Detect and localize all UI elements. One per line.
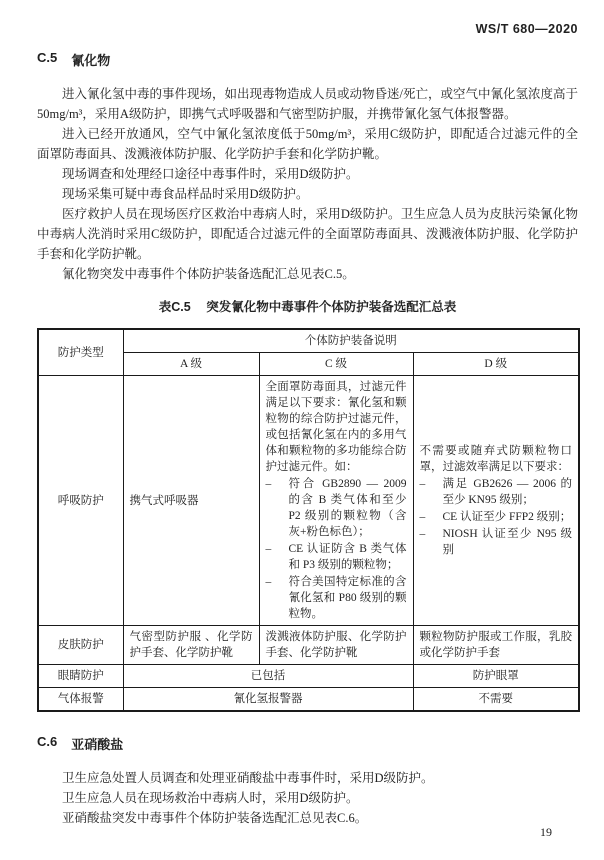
table-row-skin [38, 626, 579, 665]
section-number: C.5 [37, 50, 58, 65]
header-protection-type: 防护类型 [38, 329, 123, 376]
header-level-d: D 级 [413, 353, 579, 376]
page-number: 19 [540, 825, 552, 839]
section-c5-body [37, 84, 578, 284]
ppe-selection-table [37, 328, 580, 712]
list-item-text: 符合美国特定标准的含氰化氢和 P80 级别的颗粒物。 [288, 576, 407, 620]
dash-marker: – [265, 543, 272, 555]
cell-skin-c: 泼溅液体防护服、化学防护手套、化学防护靴 [259, 626, 413, 665]
dash-marker: – [419, 511, 426, 523]
row-label-skin: 皮肤防护 [38, 626, 123, 665]
list-item [266, 574, 407, 622]
section-c6-body [37, 768, 578, 828]
dash-marker: – [265, 478, 272, 490]
list-gap [429, 526, 443, 558]
table-row-gas-alarm [38, 688, 579, 712]
list-item-text: 满足 GB2626 — 2006 的至少 KN95 级别； [442, 478, 573, 506]
paragraph: 进入已经开放通风，空气中氰化氢浓度低于50mg/m³，采用C级防护，即配适合过滤元件的全面罩防毒面具、泼溅液体防护服、化学防护手套和化学防护靴。 [37, 127, 578, 161]
section-number: C.6 [37, 734, 58, 749]
cell-skin-d: 颗粒物防护服或工作服，乳胶或化学防护手套 [413, 626, 579, 665]
paragraph: 卫生应急处置人员调查和处理亚硝酸盐中毒事件时，采用D级防护。 [62, 771, 434, 785]
section-title: 亚硝酸盐 [71, 737, 124, 752]
cell-eye-d: 防护眼罩 [413, 665, 579, 688]
table-caption-label: 表C.5 [158, 300, 191, 314]
cell-eye-ac: 已包括 [123, 665, 413, 688]
section-title: 氰化物 [71, 53, 111, 68]
list-gap [429, 509, 443, 525]
cell-respiratory-a: 携气式呼吸器 [123, 376, 259, 626]
list-item [420, 526, 573, 558]
header-level-a: A 级 [123, 353, 259, 376]
list-gap [275, 574, 289, 622]
row-label-gas-alarm: 气体报警 [38, 688, 123, 712]
cell-text: 不需要或随弃式防颗粒物口罩，过滤效率满足以下要求： [419, 445, 573, 473]
list-item-text: CE 认证防含 B 类气体和 P3 级别的颗粒物； [288, 543, 407, 571]
header-level-c: C 级 [259, 353, 413, 376]
cell-respiratory-c [259, 376, 413, 626]
dash-marker: – [419, 528, 426, 540]
cell-text: 全面罩防毒面具，过滤元件满足以下要求：氰化氢和颗粒物的综合防护过滤元件，或包括氰化氢在内的多用气体和颗粒物的多功能综合防护过滤元件。如： [265, 381, 407, 473]
cell-skin-a: 气密型防护服 、化学防护手套、化学防护靴 [123, 626, 259, 665]
list-gap [429, 476, 443, 508]
cell-gas-alarm-ac: 氰化氢报警器 [123, 688, 413, 712]
table-header-row-1 [38, 329, 579, 353]
cell-respiratory-d [413, 376, 579, 626]
row-label-respiratory: 呼吸防护 [38, 376, 123, 626]
list-item [266, 476, 407, 540]
paragraph: 氰化物突发中毒事件个体防护装备选配汇总见表C.5。 [62, 267, 355, 281]
list-item-text: 符合 GB2890 — 2009 的含 B 类气体和至少 P2 级别的颗粒物（含灰+粉色标色）； [288, 478, 407, 538]
header-equipment-group: 个体防护装备说明 [123, 329, 579, 353]
section-heading-c5 [37, 50, 578, 69]
dash-marker: – [265, 576, 272, 588]
cell-gas-alarm-d: 不需要 [413, 688, 579, 712]
table-caption [37, 297, 578, 315]
paragraph: 医疗救护人员在现场医疗区救治中毒病人时，采用D级防护。卫生应急人员为皮肤污染氰化物中毒病人洗消时采用C级防护，即配适合过滤元件的全面罩防毒面具、泼溅液体防护服、化学防护手套和化学防护靴。 [37, 207, 578, 261]
list-item [420, 476, 573, 508]
list-item [420, 509, 573, 525]
dash-marker: – [419, 478, 426, 490]
section-heading-c6 [37, 734, 578, 753]
paragraph: 现场采集可疑中毒食品样品时采用D级防护。 [62, 187, 309, 201]
paragraph: 亚硝酸盐突发中毒事件个体防护装备选配汇总见表C.6。 [62, 811, 368, 825]
list-gap [275, 476, 289, 540]
table-row-respiratory [38, 376, 579, 626]
list-item [266, 541, 407, 573]
paragraph: 卫生应急人员在现场救治中毒病人时，采用D级防护。 [62, 791, 359, 805]
list-gap [275, 541, 289, 573]
list-item-text: CE 认证至少 FFP2 级别； [442, 511, 572, 523]
paragraph: 现场调查和处理经口途径中毒事件时，采用D级防护。 [62, 167, 359, 181]
table-row-eye [38, 665, 579, 688]
row-label-eye: 眼睛防护 [38, 665, 123, 688]
standard-number: WS/T 680—2020 [475, 22, 578, 36]
list-item-text: NIOSH 认证至少 N95 级别 [442, 528, 573, 556]
table-caption-title: 突发氰化物中毒事件个体防护装备选配汇总表 [206, 300, 457, 314]
paragraph: 进入氰化氢中毒的事件现场，如出现毒物造成人员或动物昏迷/死亡，或空气中氰化氢浓度高于50mg/m³，采用A级防护，即携气式呼吸器和气密型防护服，并携带氰化氢气体报警器。 [37, 87, 578, 121]
